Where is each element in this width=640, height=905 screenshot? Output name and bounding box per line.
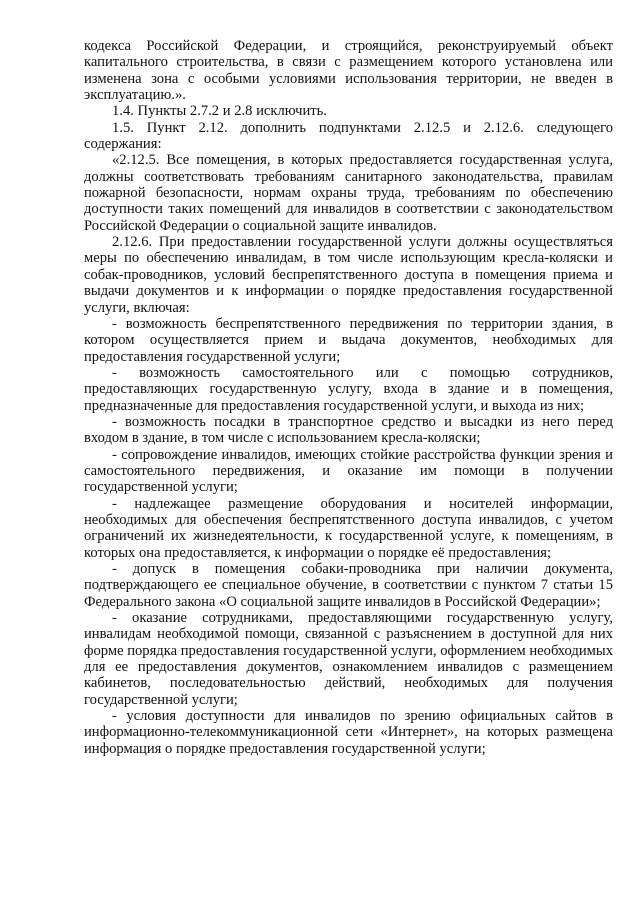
- paragraph: 1.4. Пункты 2.7.2 и 2.8 исключить.: [112, 103, 327, 120]
- list-item: - условия доступности для инвалидов по зрению официальных сайтов в информационно-телекоммуникационной сети «Интернет», на которых размещена информация о порядке предоставления государственной услуги;: [84, 708, 613, 757]
- list-item: - надлежащее размещение оборудования и носителей информации, необходимых для обеспечения беспрепятственного доступа инвалидов, с учетом ограничений их жизнедеятельности, к государственной услуге, к помещениям, в которых она предоставляется, к информации о порядке её предоставления;: [84, 495, 613, 561]
- paragraph: 2.12.6. При предоставлении государственной услуги должны осуществляться меры по обеспечению инвалидам, в том числе использующим кресла-коляски и собак-проводников, условий беспрепятственного доступа в помещения приема и выдачи документов и к информации о порядке предоставления государственной услуги, включая:: [84, 234, 613, 316]
- paragraph: 1.5. Пункт 2.12. дополнить подпунктами 2.12.5 и 2.12.6. следующего содержания:: [84, 119, 613, 153]
- list-item: - возможность беспрепятственного передвижения по территории здания, в котором осуществляется прием и выдача документов, необходимых для предоставления государственной услуги;: [84, 315, 613, 365]
- paragraph: «2.12.5. Все помещения, в которых предоставляется государственная услуга, должны соответствовать требованиям санитарного законодательства, правилам пожарной безопасности, нормам охраны труда, требованиям по обеспечению доступности таких помещений для инвалидов в соответствии с законодательством Российской Федерации о социальной защите инвалидов.: [84, 152, 613, 234]
- list-item: - допуск в помещения собаки-проводника при наличии документа, подтверждающего ее специальное обучение, в соответствии с пунктом 7 статьи 15 Федерального закона «О социальной защите инвалидов в Российской Федерации»;: [84, 561, 613, 610]
- paragraph: кодекса Российской Федерации, и строящийся, реконструируемый объект капитального строительства, в связи с размещением которого установлена или изменена зона с особыми условиями использования территории, не введен в эксплуатацию.».: [84, 38, 613, 104]
- list-item: - сопровождение инвалидов, имеющих стойкие расстройства функции зрения и самостоятельного передвижения, и оказание им помощи в получении государственной услуги;: [84, 446, 613, 496]
- list-item: - оказание сотрудниками, предоставляющими государственную услугу, инвалидам необходимой помощи, связанной с разъяснением в доступной для них форме порядка предоставления государственной услуги, оформлением необходимых для ее предоставления документов, ознакомлением инвалидов с размещением кабинетов, последовательностью действий, необходимых для получения государственной услуги;: [84, 610, 614, 708]
- list-item: - возможность посадки в транспортное средство и высадки из него перед входом в здание, в том числе с использованием кресла-коляски;: [84, 413, 613, 447]
- list-item: - возможность самостоятельного или с помощью сотрудников, предоставляющих государственную услугу, входа в здание и в помещения, предназначенные для предоставления государственной услуги, и выхода из них;: [84, 364, 613, 414]
